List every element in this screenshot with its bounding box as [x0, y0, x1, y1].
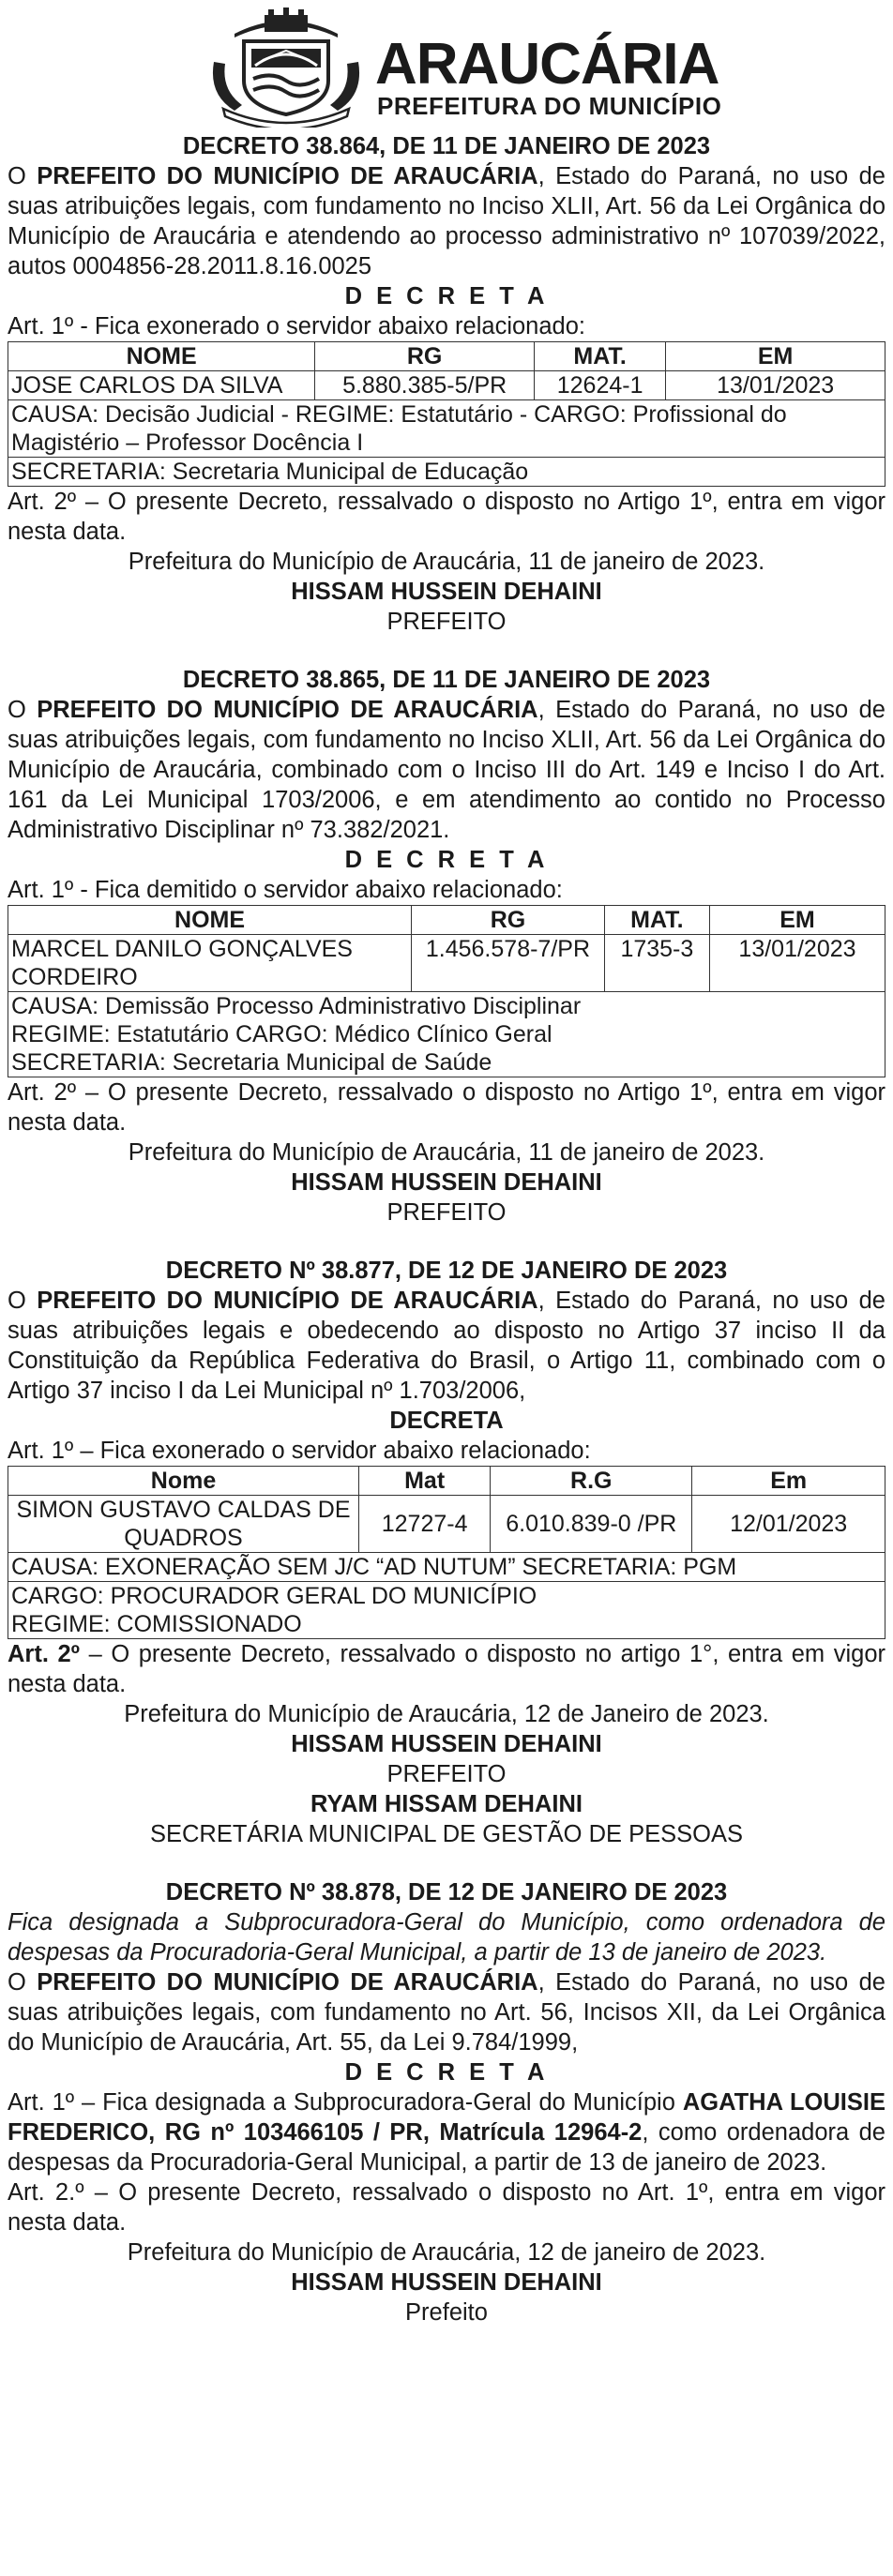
signer-role: PREFEITO: [386, 609, 507, 635]
signer-name: HISSAM HUSSEIN DEHAINI: [291, 1731, 602, 1757]
cell-secretaria: SECRETARIA: Secretaria Municipal de Saúde: [11, 1049, 492, 1076]
decree-38878: [8, 1877, 885, 2327]
cell-cargo: CARGO: PROCURADOR GERAL DO MUNICÍPIO: [11, 1583, 537, 1609]
decree-preamble: O PREFEITO DO MUNICÍPIO DE ARAUCÁRIA, Estado do Paraná, no uso de suas atribuições legais, com fundamento no Art. 56, Incisos XII, da Lei Orgânica do Município de Araucária, Art. 55, da Lei 9.784/1999,: [8, 1969, 885, 2056]
second-signer-name: RYAM HISSAM DEHAINI: [310, 1791, 583, 1817]
brand-logo: [375, 32, 722, 120]
table-row-secretaria: [8, 458, 885, 487]
column-header: RG: [315, 342, 535, 371]
cell-rg: 1.456.578-7/PR: [412, 935, 605, 992]
column-header: RG: [412, 906, 605, 935]
article-2: Art. 2º – O presente Decreto, ressalvado o disposto no Artigo 1º, entra em vigor nesta data.: [8, 1079, 885, 1136]
table-header-row: [8, 342, 885, 371]
decreta-heading: D E C R E T A: [344, 847, 549, 873]
article-2: Art. 2.º – O presente Decreto, ressalvado o disposto no Art. 1º, entra em vigor nesta data.: [8, 2179, 885, 2236]
decreta-heading: D E C R E T A: [344, 283, 549, 309]
decree-preamble: O PREFEITO DO MUNICÍPIO DE ARAUCÁRIA, Estado do Paraná, no uso de suas atribuições legais, com fundamento no Inciso XLII, Art. 56 da Lei Orgânica do Município de Araucária e atendendo ao processo administrativo nº 107039/2022, autos 0004856-28.2011.8.16.0025: [8, 163, 885, 279]
decree-title: DECRETO 38.864, DE 11 DE JANEIRO DE 2023: [182, 133, 711, 159]
cell-mat: 1735-3: [604, 935, 709, 992]
cell-causa: CAUSA: EXONERAÇÃO SEM J/C “AD NUTUM” SECRETARIA: PGM: [8, 1553, 885, 1582]
decreta-heading: D E C R E T A: [344, 2059, 549, 2086]
cell-name: MARCEL DANILO GONÇALVES CORDEIRO: [8, 935, 412, 992]
page-header: [8, 0, 885, 131]
column-header: NOME: [8, 906, 412, 935]
decreta-heading: DECRETA: [389, 1408, 504, 1434]
cell-secretaria: SECRETARIA: Secretaria Municipal de Educação: [8, 458, 885, 487]
cell-mat: 12624-1: [535, 371, 666, 400]
decree-title: DECRETO Nº 38.878, DE 12 DE JANEIRO DE 2023: [165, 1879, 728, 1906]
brand-subtitle: PREFEITURA DO MUNICÍPIO: [377, 92, 722, 120]
decree-38864: [8, 131, 885, 637]
column-header: Mat: [359, 1467, 491, 1496]
article-1: Art. 1º – Fica exonerado o servidor abaixo relacionado:: [8, 1438, 591, 1464]
cell-rg: 6.010.839-0 /PR: [491, 1496, 692, 1553]
column-header: MAT.: [604, 906, 709, 935]
decree-preamble: O PREFEITO DO MUNICÍPIO DE ARAUCÁRIA, Estado do Paraná, no uso de suas atribuições legais e obedecendo ao disposto no Artigo 37 inciso II da Constituição da República Federativa do Brasil, o Artigo 11, combinado com o Artigo 37 inciso I da Lei Municipal nº 1.703/2006,: [8, 1288, 885, 1404]
servant-table: [8, 905, 885, 1077]
column-header: Nome: [8, 1467, 359, 1496]
table-row-causa: [8, 400, 885, 458]
place-date: Prefeitura do Município de Araucária, 11 de janeiro de 2023.: [128, 1139, 765, 1166]
article-2: Art. 2º – O presente Decreto, ressalvado o disposto no Artigo 1º, entra em vigor nesta data.: [8, 489, 885, 545]
cell-causa: CAUSA: Decisão Judicial - REGIME: Estatutário - CARGO: Profissional do Magistério – Professor Docência I: [8, 400, 885, 458]
signer-role: Prefeito: [405, 2299, 488, 2326]
column-header: Em: [692, 1467, 885, 1496]
cell-rg: 5.880.385-5/PR: [315, 371, 535, 400]
table-row-details: [8, 992, 885, 1077]
article-1: Art. 1º - Fica exonerado o servidor abaixo relacionado:: [8, 313, 585, 339]
cell-name: JOSE CARLOS DA SILVA: [8, 371, 315, 400]
place-date: Prefeitura do Município de Araucária, 12 de janeiro de 2023.: [127, 2239, 766, 2266]
place-date: Prefeitura do Município de Araucária, 12 de Janeiro de 2023.: [124, 1701, 769, 1727]
table-row: [8, 371, 885, 400]
cell-name: SIMON GUSTAVO CALDAS DE QUADROS: [8, 1496, 359, 1553]
cell-date: 13/01/2023: [709, 935, 885, 992]
table-row-causa: [8, 1553, 885, 1582]
table-header-row: [8, 906, 885, 935]
place-date: Prefeitura do Município de Araucária, 11 de janeiro de 2023.: [128, 549, 765, 575]
table-header-row: [8, 1467, 885, 1496]
signer-name: HISSAM HUSSEIN DEHAINI: [291, 1169, 602, 1196]
cell-mat: 12727-4: [359, 1496, 491, 1553]
signer-role: PREFEITO: [386, 1761, 507, 1787]
signer-name: HISSAM HUSSEIN DEHAINI: [291, 2269, 602, 2296]
decree-38877: [8, 1256, 885, 1849]
cell-causa: CAUSA: Demissão Processo Administrativo Disciplinar: [11, 993, 582, 1019]
servant-table: [8, 341, 885, 487]
cell-date: 13/01/2023: [666, 371, 885, 400]
table-row: [8, 935, 885, 992]
column-header: MAT.: [535, 342, 666, 371]
decree-title: DECRETO Nº 38.877, DE 12 DE JANEIRO DE 2023: [165, 1258, 728, 1284]
article-1: Art. 1º - Fica demitido o servidor abaixo relacionado:: [8, 877, 563, 903]
article-1: Art. 1º – Fica designada a Subprocuradora-Geral do Município AGATHA LOUISIE FREDERICO, RG nº 103466105 / PR, Matrícula 12964-2, como ordenadora de despesas da Procuradoria-Geral Municipal, a partir de 13 de janeiro de 2023.: [8, 2089, 885, 2176]
decree-title: DECRETO 38.865, DE 11 DE JANEIRO DE 2023: [182, 667, 711, 693]
municipal-crest-icon: [206, 6, 366, 128]
column-header: EM: [666, 342, 885, 371]
cell-regime: REGIME: COMISSIONADO: [11, 1611, 302, 1637]
column-header: EM: [709, 906, 885, 935]
article-2: Art. 2º – O presente Decreto, ressalvado o disposto no artigo 1°, entra em vigor nesta data.: [8, 1641, 886, 1697]
decree-ementa: Fica designada a Subprocuradora-Geral do Município, como ordenadora de despesas da Procuradoria-Geral Municipal, a partir de 13 de janeiro de 2023.: [8, 1909, 885, 1966]
table-row: [8, 1496, 885, 1553]
signer-role: PREFEITO: [386, 1199, 507, 1226]
column-header: NOME: [8, 342, 315, 371]
cell-regime: REGIME: Estatutário CARGO: Médico Clínico Geral: [11, 1021, 552, 1047]
decree-preamble: O PREFEITO DO MUNICÍPIO DE ARAUCÁRIA, Estado do Paraná, no uso de suas atribuições legais, com fundamento no Inciso XLII, Art. 56 da Lei Orgânica do Município de Araucária, combinado com o Inciso III do Art. 149 e Inciso I do Art. 161 da Lei Municipal 1703/2006, e em atendimento ao contido no Processo Administrativo Disciplinar nº 73.382/2021.: [8, 697, 885, 843]
signer-name: HISSAM HUSSEIN DEHAINI: [291, 579, 602, 605]
cell-date: 12/01/2023: [692, 1496, 885, 1553]
table-row-cargo: [8, 1582, 885, 1639]
decree-38865: [8, 665, 885, 1228]
column-header: R.G: [491, 1467, 692, 1496]
brand-name: ARAUCÁRIA: [375, 32, 719, 97]
second-signer-role: SECRETÁRIA MUNICIPAL DE GESTÃO DE PESSOAS: [150, 1821, 743, 1847]
servant-table: [8, 1466, 885, 1639]
